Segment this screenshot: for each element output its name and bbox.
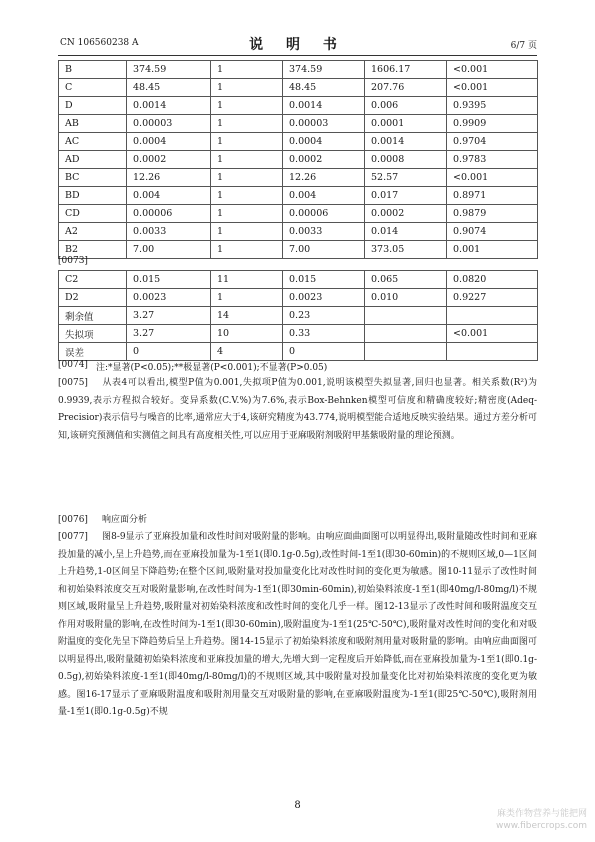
table-cell: 0.9227 [447, 289, 538, 307]
table-cell: 1606.17 [365, 61, 447, 79]
table-cell: AB [59, 115, 127, 133]
table-cell: 失拟项 [59, 325, 127, 343]
table-cell: 7.00 [283, 241, 365, 259]
table-cell: D [59, 97, 127, 115]
table-cell: <0.001 [447, 169, 538, 187]
table-row [59, 205, 538, 223]
table-cell: AD [59, 151, 127, 169]
table-cell: 1 [211, 169, 283, 187]
table-cell: 14 [211, 307, 283, 325]
table-cell: <0.001 [447, 79, 538, 97]
table-cell: <0.001 [447, 325, 538, 343]
table-cell: 3.27 [127, 325, 211, 343]
table-cell: 0.0023 [127, 289, 211, 307]
anova-table-residual [58, 270, 538, 361]
table-row [59, 343, 538, 361]
watermark-url: www.fibercrops.com [496, 821, 587, 831]
table-cell: AC [59, 133, 127, 151]
page-number: 8 [294, 800, 301, 811]
table-cell: 52.57 [365, 169, 447, 187]
paragraph-number-0073: [0073] [58, 256, 88, 266]
table-cell: 374.59 [283, 61, 365, 79]
table-cell: 剩余值 [59, 307, 127, 325]
table-cell: 207.76 [365, 79, 447, 97]
page-indicator: 6/7 页 [510, 41, 537, 51]
paragraph-0075-text: 从表4可以看出,模型P值为0.001,失拟项P值为0.001,说明该模型失拟显著,回归也显著。相关系数(R²)为0.9939,表示方程拟合较好。变异系数(C.V.%)为7.6%,表示Box-Behnken模型可信度和精确度较好;精密度(Adeq-Precisior)表示信号与噪音的比率,通常应大于4,该研究精度为43.774,说明模型能合适地反映实验结果。通过方差分析可知,该研究预测值和实测值之间具有高度相关性,可以应用于亚麻吸附剂吸附甲基紫吸附量的理论预测。 [58, 378, 537, 441]
table-cell: 1 [211, 151, 283, 169]
header-divider [58, 55, 537, 56]
table-cell [365, 343, 447, 361]
table-cell: 误差 [59, 343, 127, 361]
table-cell: 1 [211, 289, 283, 307]
table-cell: 0.0002 [283, 151, 365, 169]
anova-table-continued [58, 60, 538, 259]
table-cell: 3.27 [127, 307, 211, 325]
paragraph-number-0077: [0077] [58, 532, 88, 542]
table-cell [365, 307, 447, 325]
table-cell: <0.001 [447, 61, 538, 79]
table-cell: 0.8971 [447, 187, 538, 205]
table-cell: 0.9704 [447, 133, 538, 151]
table-cell: 0.010 [365, 289, 447, 307]
table-row [59, 187, 538, 205]
table-cell: 0.006 [365, 97, 447, 115]
table-row [59, 271, 538, 289]
document-type-title: 说 明 书 [249, 37, 346, 53]
table-cell: C2 [59, 271, 127, 289]
table-cell: CD [59, 205, 127, 223]
table-cell: 0.0004 [283, 133, 365, 151]
table-cell: B2 [59, 241, 127, 259]
table-row [59, 223, 538, 241]
table-cell: 0.9783 [447, 151, 538, 169]
table-cell: 1 [211, 61, 283, 79]
table-cell: 0.0002 [365, 205, 447, 223]
table-cell: 0.0001 [365, 115, 447, 133]
table-cell: 0.065 [365, 271, 447, 289]
paragraph-0075 [58, 375, 537, 445]
table-cell: 0.0820 [447, 271, 538, 289]
site-watermark [496, 808, 587, 832]
table-cell: 0.23 [283, 307, 365, 325]
table-row [59, 169, 538, 187]
table-cell: 0.0014 [127, 97, 211, 115]
table-cell: 0.0004 [127, 133, 211, 151]
table-row [59, 97, 538, 115]
table-cell: 12.26 [127, 169, 211, 187]
table-cell: 11 [211, 271, 283, 289]
table-cell: A2 [59, 223, 127, 241]
table-row [59, 151, 538, 169]
table-cell: 7.00 [127, 241, 211, 259]
table-cell: D2 [59, 289, 127, 307]
table-cell: C [59, 79, 127, 97]
table-cell: 0.9395 [447, 97, 538, 115]
paragraph-number-0076: [0076] [58, 515, 88, 525]
table-cell: 1 [211, 97, 283, 115]
table-cell: 0.00003 [127, 115, 211, 133]
paragraph-0077 [58, 529, 537, 722]
table-cell: 0.9909 [447, 115, 538, 133]
table-cell: 0.017 [365, 187, 447, 205]
table-cell: 373.05 [365, 241, 447, 259]
table-cell: 1 [211, 133, 283, 151]
table-cell: 10 [211, 325, 283, 343]
table-cell: 0.00006 [127, 205, 211, 223]
table-row [59, 115, 538, 133]
table-cell: 1 [211, 241, 283, 259]
table-cell: 0.0033 [127, 223, 211, 241]
table-cell: 0.0014 [365, 133, 447, 151]
table-cell: 48.45 [283, 79, 365, 97]
table-cell: 0.33 [283, 325, 365, 343]
table-cell: 1 [211, 79, 283, 97]
paragraph-number-0074: [0074] [58, 360, 88, 370]
table-cell [447, 307, 538, 325]
watermark-chinese: 麻类作物营养与能把网 [496, 809, 587, 819]
page-header [0, 34, 595, 52]
significance-note-text: 注:*显著(P<0.05);**极显著(P<0.001);不显著(P>0.05) [96, 363, 328, 373]
table-cell: 0.00006 [283, 205, 365, 223]
table-cell: 1 [211, 187, 283, 205]
table-row [59, 79, 538, 97]
table-row [59, 325, 538, 343]
table-cell [365, 325, 447, 343]
section-heading-text: 响应面分析 [101, 515, 147, 525]
table-cell [447, 343, 538, 361]
paragraph-0077-text: 图8-9显示了亚麻投加量和改性时间对吸附量的影响。由响应面曲面图可以明显得出,吸附量随改性时间和亚麻投加量的减小,呈上升趋势,而在亚麻投加量为-1至1(即0.1g-0.5g),改性时间-1至1(即30-60min)的不规则区域,0—1区间上升趋势,1-0区间呈下降趋势;在整个区间,吸附量对投加量变化比对改性时间的变化更为敏感。图10-11显示了改性时间和初始染料浓度交互对吸附量影响,在改性时间为-1至1(即30min-60min),初始染料浓度-1至1(即40mg/l-80mg/l)不规则区域,吸附量呈上升趋势,吸附量对初始染料浓度和改性时间的变化几乎一样。图12-13显示了改性时间和吸附温度交互作用对吸附量的影响,在改性时间为-1至1(即30-60min),吸附温度为-1至1(25℃-50℃),吸附量对改性时间的变化和对吸附温度的变化先呈下降趋势后呈上升趋势。图14-15显示了初始染料浓度和吸附剂用量对吸附量的影响。由响应曲面图可以明显得出,吸附量随初始染料浓度和亚麻投加量的增大,先增大到一定程度后开始降低,而在亚麻投加量为-1至1(即0.1g-0.5g),初始染料浓度-1至1(即40mg/l-80mg/l)的不规则区域,其中吸附量对投加量变化比对初始染料浓度的变化更为敏感。图16-17显示了亚麻吸附温度和吸附剂用量交互对吸附量的影响,在亚麻吸附温度为-1至1(即25℃-50℃),吸附剂用量-1至1(即0.1g-0.5g)不规 [58, 532, 537, 717]
table-cell: 374.59 [127, 61, 211, 79]
table-cell: 0.014 [365, 223, 447, 241]
table-cell: B [59, 61, 127, 79]
table-cell: 0.9074 [447, 223, 538, 241]
table-cell: 0.0002 [127, 151, 211, 169]
table-cell: 0.001 [447, 241, 538, 259]
table-cell: 0.0008 [365, 151, 447, 169]
table-cell: 0.0014 [283, 97, 365, 115]
table-cell: 48.45 [127, 79, 211, 97]
table-cell: 0.0033 [283, 223, 365, 241]
paragraph-number-0075: [0075] [58, 378, 88, 388]
table-cell: 0.004 [127, 187, 211, 205]
table-cell: BC [59, 169, 127, 187]
table-row [59, 133, 538, 151]
table-cell: 0.0023 [283, 289, 365, 307]
table-cell: 0.00003 [283, 115, 365, 133]
table-row [59, 241, 538, 259]
table-cell: 1 [211, 205, 283, 223]
table-row [59, 307, 538, 325]
table-row [59, 289, 538, 307]
table-row [59, 61, 538, 79]
table-cell: 0 [127, 343, 211, 361]
table-cell: 0.004 [283, 187, 365, 205]
table-cell: 0.9879 [447, 205, 538, 223]
table-cell: 0.015 [127, 271, 211, 289]
table-cell: 12.26 [283, 169, 365, 187]
table-cell: 0 [283, 343, 365, 361]
significance-note [58, 360, 328, 373]
table-cell: 0.015 [283, 271, 365, 289]
table-cell: 1 [211, 223, 283, 241]
patent-number: CN 106560238 A [60, 38, 139, 48]
table-cell: 1 [211, 115, 283, 133]
section-heading-response-surface [58, 512, 147, 525]
table-cell: BD [59, 187, 127, 205]
table-cell: 4 [211, 343, 283, 361]
